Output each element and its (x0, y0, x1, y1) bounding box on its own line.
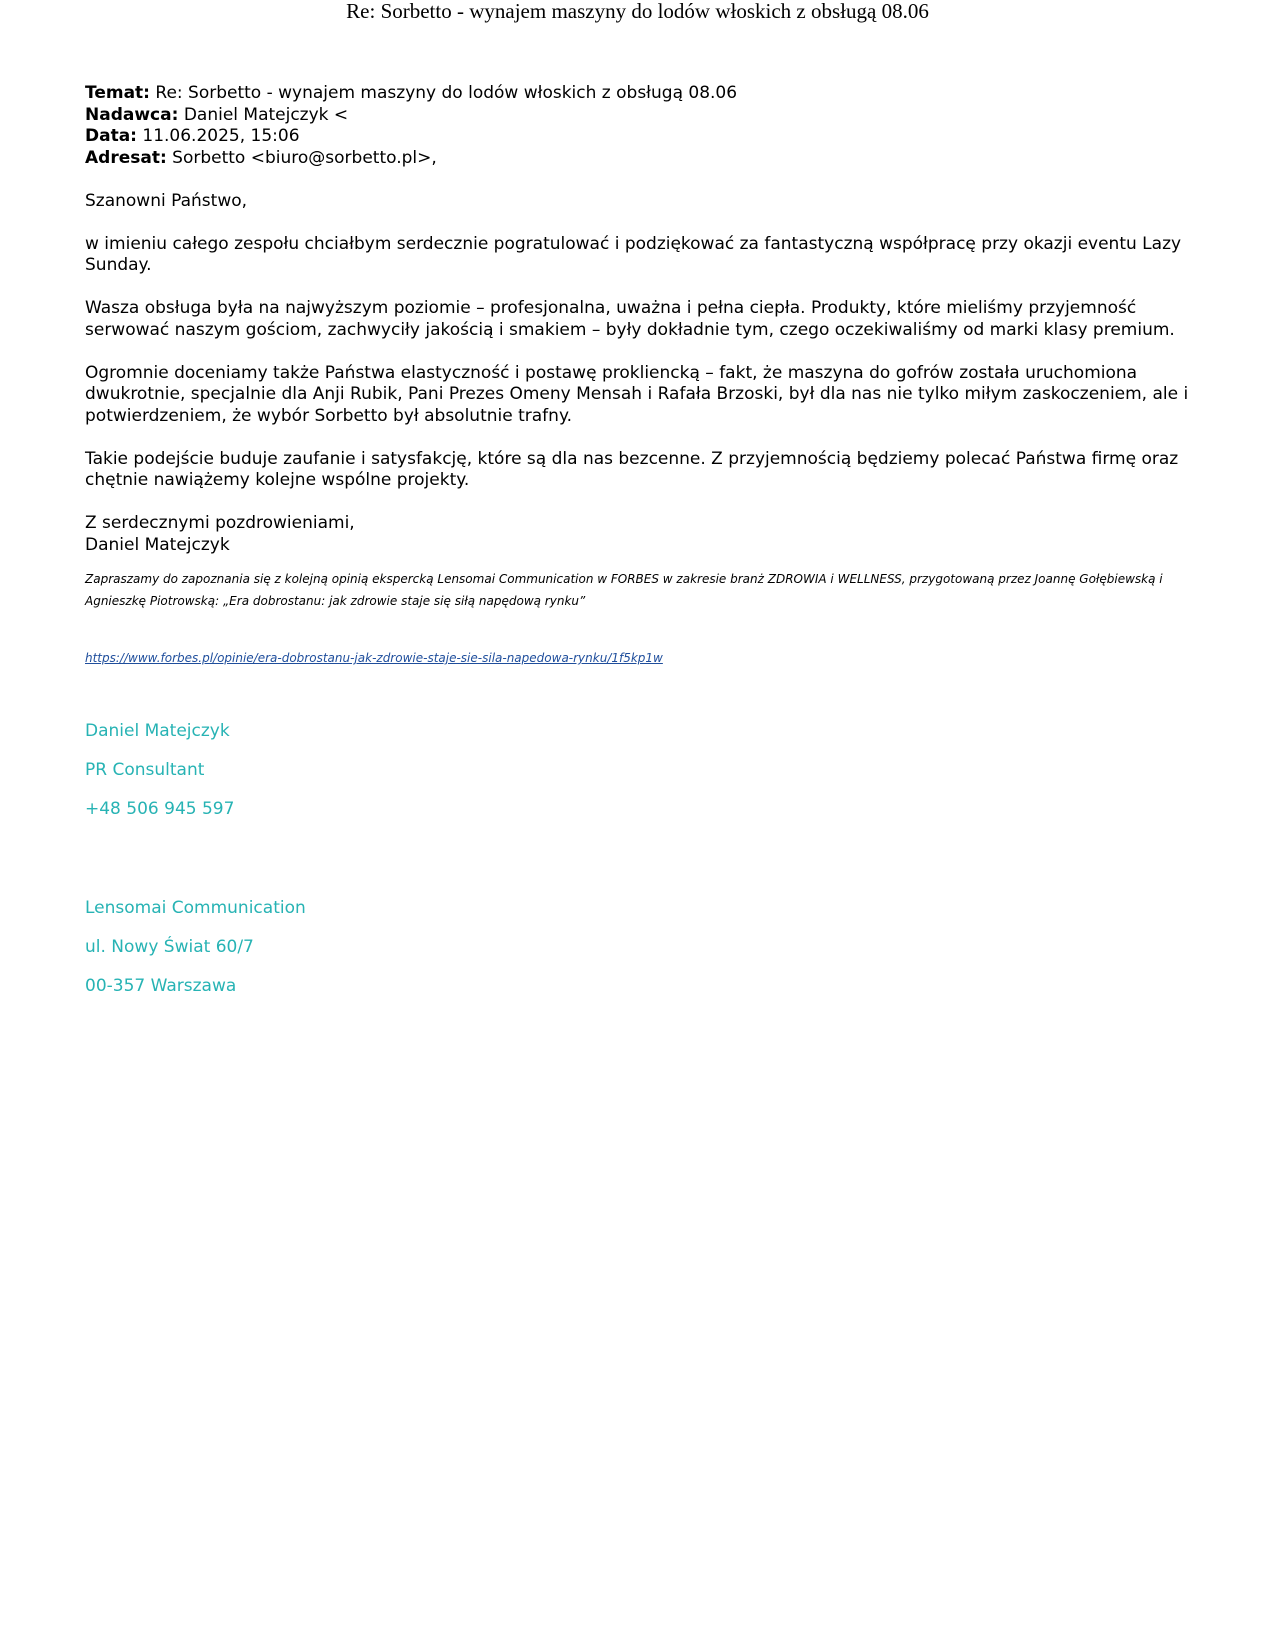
signature-phone: +48 506 945 597 (85, 798, 235, 819)
body-paragraph-2: Wasza obsługa była na najwyższym poziomie – profesjonalna, uważna i pełna ciepła. Produkty, które mieliśmy przyjemność serwować naszym gościom, zachwyciły jakością i smakiem – były dokładnie tym, czego oczekiwaliśmy od marki klasy premium. (85, 298, 1175, 340)
body-paragraph-3: Ogromnie doceniamy także Państwa elastyczność i postawę prokliencką – fakt, że maszyna do gofrów została uruchomiona dwukrotnie, specjalnie dla Anji Rubik, Pani Prezes Omeny Mensah i Rafała Brzoski, był dla nas nie tylko miłym zaskoczeniem, ale i potwierdzeniem, że wybór Sorbetto był absolutnie trafny. (85, 362, 1189, 426)
page-title: Re: Sorbetto - wynajem maszyny do lodów włoskich z obsługą 08.06 (346, 0, 929, 23)
forbes-link[interactable]: https://www.forbes.pl/opinie/era-dobrostanu-jak-zdrowie-staje-sie-sila-napedowa-rynku/1f5kp1w (85, 651, 663, 665)
from-row (85, 105, 1195, 127)
subject-value: Re: Sorbetto - wynajem maszyny do lodów włoskich z obsługą 08.06 (155, 83, 738, 103)
body-paragraph-1: w imieniu całego zespołu chciałbym serdecznie pogratulować i podziękować za fantastyczną współpracę przy okazji eventu Lazy Sunday. (85, 233, 1182, 275)
signature-role: PR Consultant (85, 759, 205, 780)
from-value: Daniel Matejczyk < (183, 104, 349, 125)
subject-row (85, 83, 1195, 105)
body-paragraph-4: Takie podejście buduje zaufanie i satysfakcję, które są dla nas bezcenne. Z przyjemnością będziemy polecać Państwa firmę oraz chętnie nawiążemy kolejne wspólne projekty. (85, 448, 1179, 490)
signature-name: Daniel Matejczyk (85, 720, 230, 741)
company-city: 00-357 Warszawa (85, 975, 237, 996)
greeting: Szanowni Państwo, (85, 190, 248, 211)
company-street: ul. Nowy Świat 60/7 (85, 936, 254, 957)
from-label: Nadawca: (85, 104, 179, 125)
closing-block (85, 513, 1195, 556)
date-value: 11.06.2025, 15:06 (142, 126, 300, 146)
closing-name: Daniel Matejczyk (85, 534, 230, 555)
to-label: Adresat: (85, 147, 167, 168)
signature-company (85, 898, 1195, 997)
email-content (85, 83, 1195, 1015)
closing-text: Z serdecznymi pozdrowieniami, (85, 513, 355, 533)
date-label: Data: (85, 126, 137, 146)
subject-label: Temat: (85, 83, 150, 103)
company-name: Lensomai Communication (85, 897, 306, 918)
to-value: Sorbetto <biuro@sorbetto.pl>, (172, 147, 437, 168)
to-row (85, 148, 1195, 170)
email-headers (85, 83, 1195, 169)
promo-text: Zapraszamy do zapoznania się z kolejną opinią ekspercką Lensomai Communication w FORBES w zakresie branż ZDROWIA i WELLNESS, przygotowaną przez Joannę Gołębiewską i Agnieszkę Piotrowską: „Era dobrostanu: jak zdrowie staje się siłą napędową rynku” (85, 572, 1163, 608)
signature-person (85, 721, 1195, 820)
date-row (85, 126, 1195, 148)
